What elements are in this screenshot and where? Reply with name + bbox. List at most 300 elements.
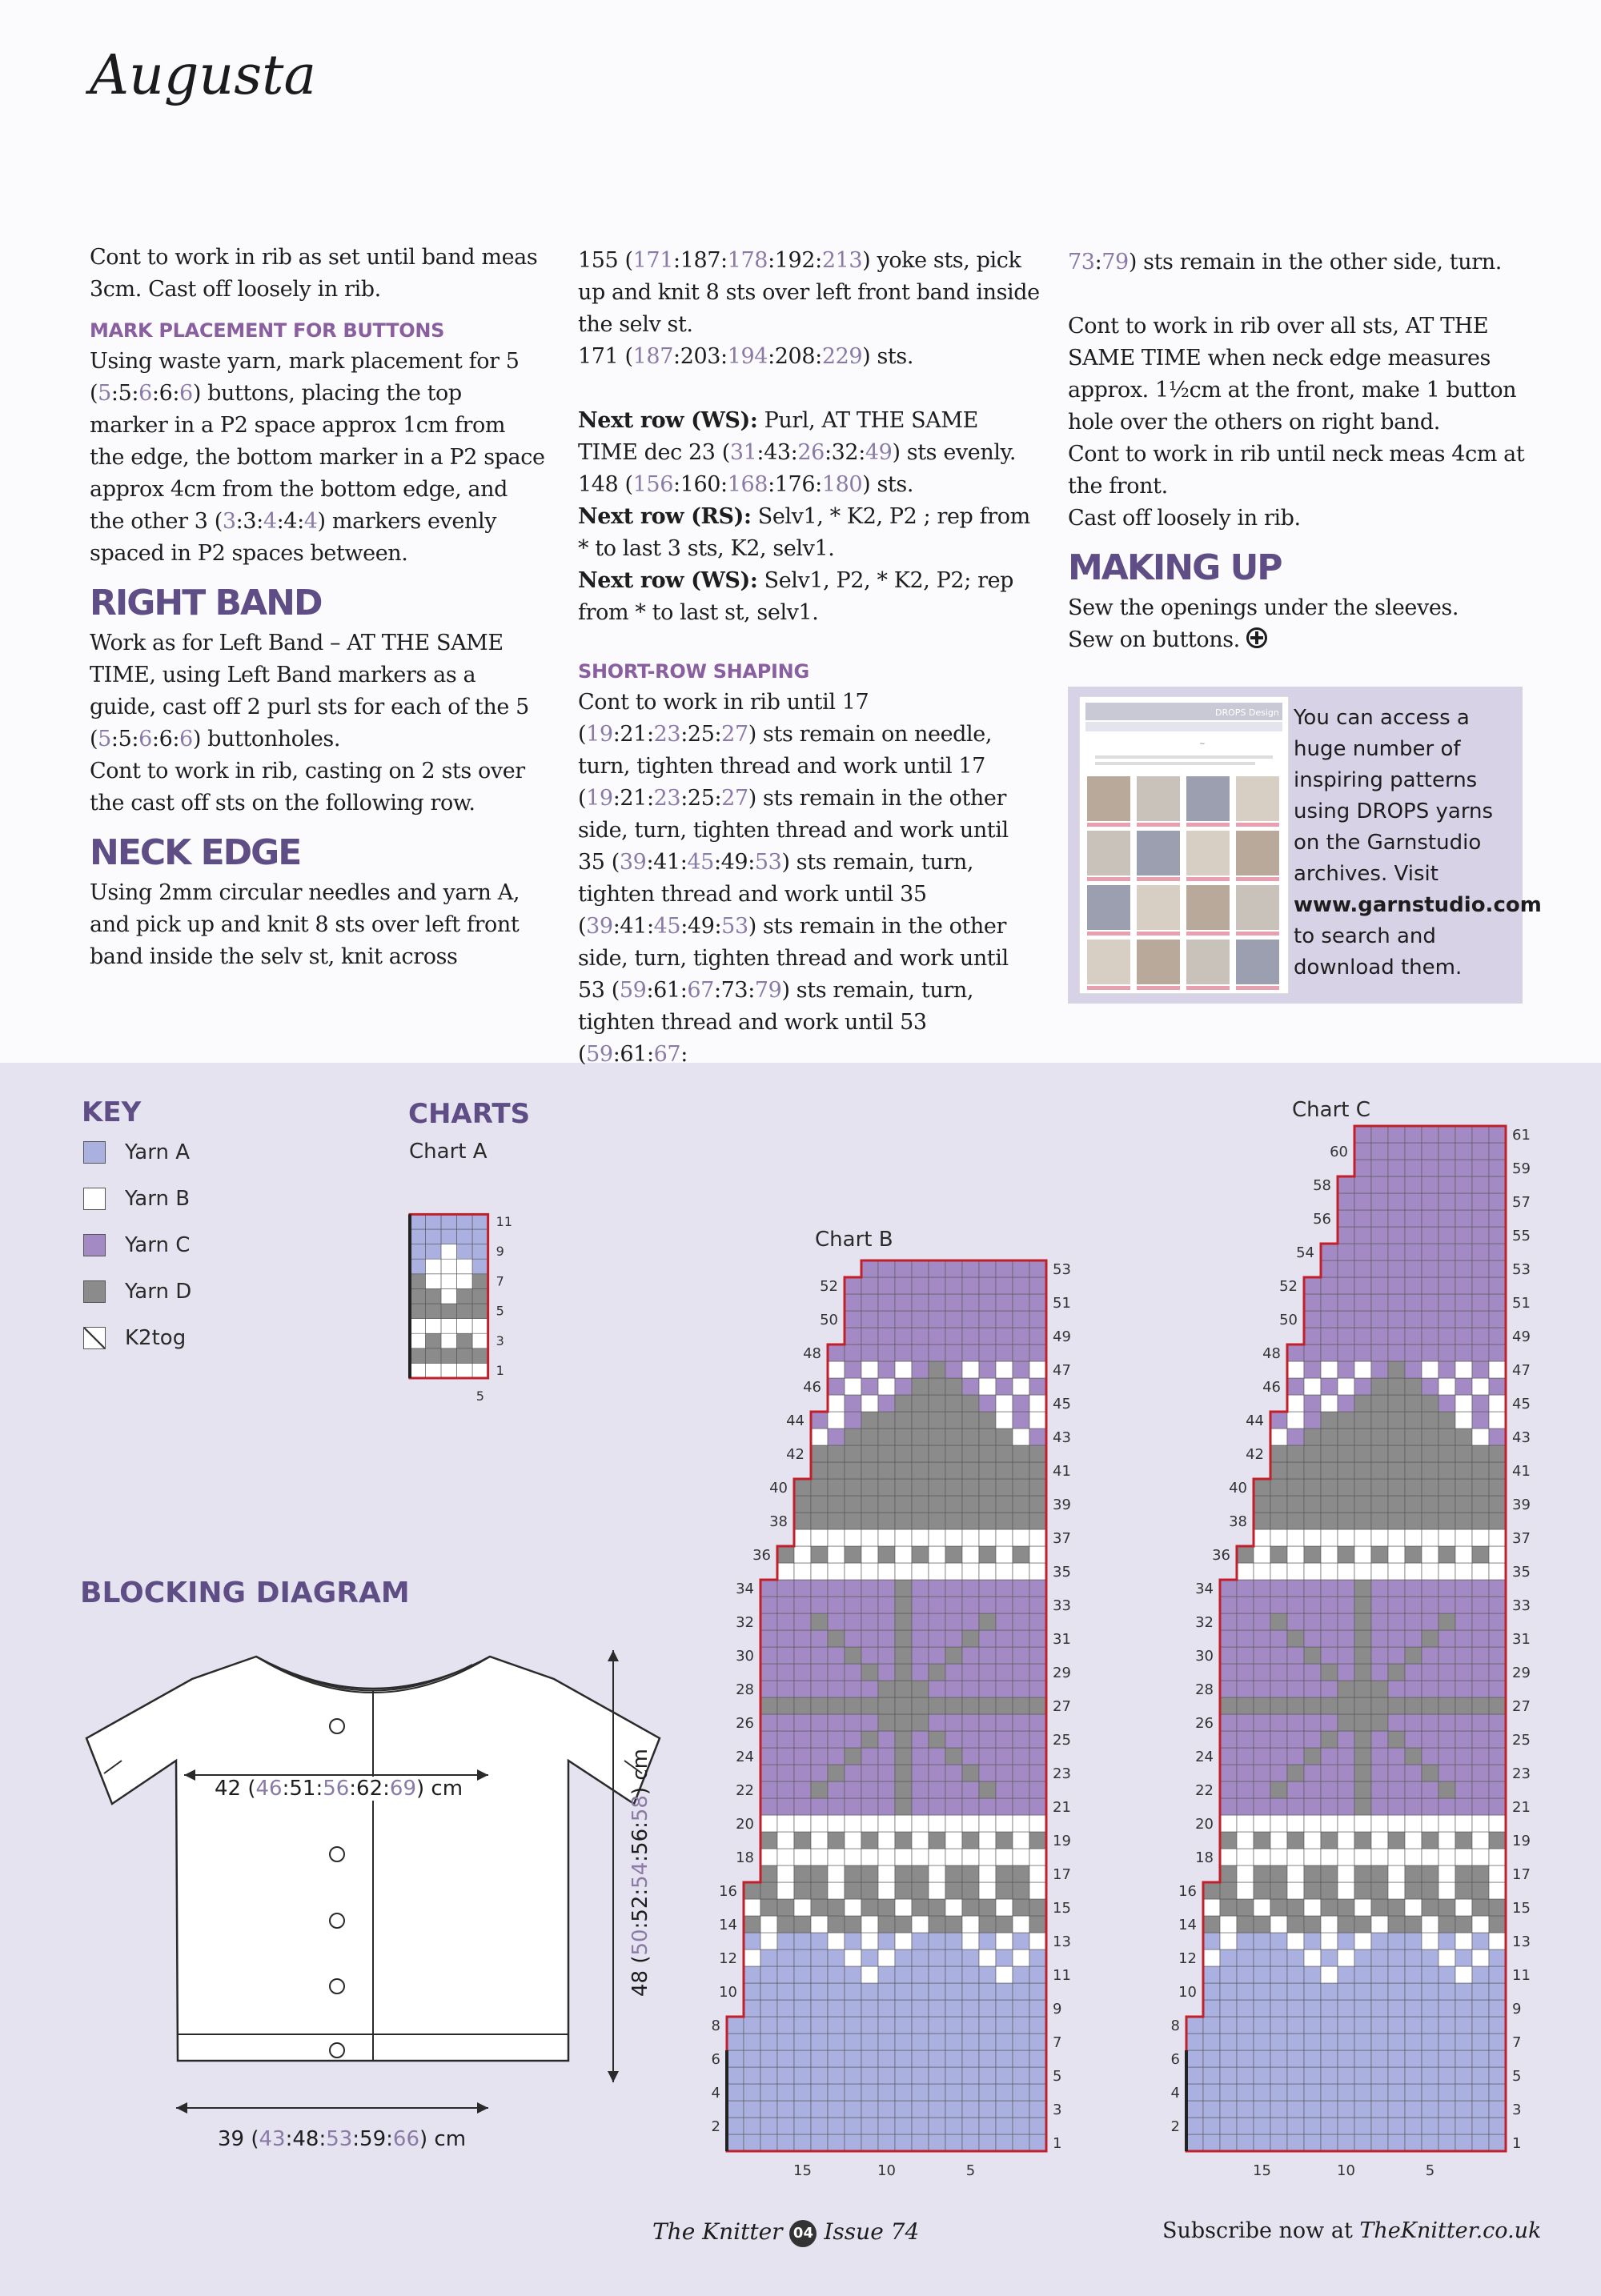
chart-cell — [1472, 2050, 1489, 2067]
chart-cell — [996, 1916, 1013, 1933]
chart-cell — [472, 1259, 488, 1274]
chart-cell — [1371, 1344, 1388, 1361]
chart-cell — [1405, 2134, 1422, 2151]
chart-cell — [1338, 1748, 1354, 1765]
chart-cell — [1489, 1210, 1506, 1227]
chart-cell — [1270, 1731, 1287, 1748]
chart-cell — [1489, 1849, 1506, 1865]
chart-cell — [1354, 1765, 1371, 1781]
paragraph-short-row: Cont to work in rib until 17 (19:21:23:25:27) sts remain on needle, turn, tighten thread and work until 17 (19:21:23:25:27) sts remain in the other side, turn, tighten thread and work until 35 (39:41:45:49:53) sts remain, turn, tighten thread and work until 35 (39:41:45:49:53) sts remain in the other side, turn, tighten thread and work until 53 (59:61:67:73:79) sts remain, turn, tighten thread and work until 53 (59:61:67: — [578, 690, 1009, 1067]
column-number: 15 — [1253, 2162, 1271, 2179]
row-number: 25 — [1512, 1731, 1531, 1749]
chart-cell — [1438, 1697, 1455, 1714]
info-url[interactable]: www.garnstudio.com — [1294, 893, 1542, 917]
chart-cell — [1354, 1546, 1371, 1563]
chart-cell — [979, 1395, 996, 1412]
chart-cell — [979, 1496, 996, 1513]
chart-cell — [1321, 1765, 1338, 1781]
chart-cell — [1013, 1697, 1029, 1714]
row-number: 51 — [1512, 1294, 1531, 1312]
chart-cell — [861, 1361, 878, 1378]
chart-cell — [811, 1428, 828, 1445]
chart-cell — [1472, 1664, 1489, 1681]
chart-cell — [1388, 1227, 1405, 1244]
chart-cell — [878, 2118, 895, 2134]
chart-cell — [878, 2017, 895, 2034]
chart-cell — [1405, 2084, 1422, 2101]
chart-cell — [962, 1344, 979, 1361]
chart-cell — [1304, 2084, 1321, 2101]
chart-cell — [1321, 1798, 1338, 1815]
chart-cell — [828, 1815, 845, 1832]
chart-cell — [794, 1983, 811, 2000]
chart-cell — [1371, 2034, 1388, 2050]
chart-cell — [962, 1882, 979, 1899]
row-number: 60 — [1330, 1143, 1348, 1160]
chart-cell — [1455, 1765, 1472, 1781]
chart-cell — [1455, 1664, 1472, 1681]
row-number: 48 — [1262, 1344, 1281, 1362]
chart-cell — [811, 1949, 828, 1966]
chart-cell — [1438, 2084, 1455, 2101]
chart-cell — [878, 1832, 895, 1849]
chart-cell — [794, 1647, 811, 1664]
chart-cell — [945, 1479, 962, 1496]
chart-cell — [945, 1513, 962, 1529]
chart-cell — [1422, 1865, 1438, 1882]
row-number: 18 — [1195, 1849, 1214, 1866]
chart-cell — [1489, 1143, 1506, 1160]
chart-cell — [1489, 1462, 1506, 1479]
chart-cell — [1321, 1781, 1338, 1798]
pattern-thumbnail — [1087, 885, 1130, 930]
chart-cell — [962, 1815, 979, 1832]
chart-cell — [1371, 1277, 1388, 1294]
blocking-diagram-title: BLOCKING DIAGRAM — [80, 1577, 410, 1609]
chart-cell — [929, 1378, 945, 1395]
chart-cell — [1013, 1462, 1029, 1479]
chart-cell — [811, 1613, 828, 1630]
chart-cell — [1388, 1428, 1405, 1445]
chart-cell — [1422, 1630, 1438, 1647]
chart-cell — [828, 1412, 845, 1428]
chart-cell — [1029, 1294, 1046, 1311]
chart-cell — [1287, 1966, 1304, 1983]
chart-cell — [945, 1613, 962, 1630]
chart-cell — [1472, 1613, 1489, 1630]
chart-cell — [962, 1513, 979, 1529]
chart-cell — [1237, 2101, 1254, 2118]
chart-cell — [1029, 2084, 1046, 2101]
chart-cell — [878, 1328, 895, 1344]
chart-cell — [1472, 2034, 1489, 2050]
chart-cell — [1354, 1277, 1371, 1294]
chart-cell — [996, 1361, 1013, 1378]
chart-cell — [1354, 1714, 1371, 1731]
chart-cell — [1270, 1681, 1287, 1697]
chart-cell — [1270, 1428, 1287, 1445]
chart-cell — [1270, 1664, 1287, 1681]
chart-cell — [1388, 1882, 1405, 1899]
chart-cell — [1422, 1412, 1438, 1428]
chart-cell — [929, 2101, 945, 2118]
chart-cell — [1405, 1378, 1422, 1395]
chart-cell — [1354, 1428, 1371, 1445]
chart-cell — [1304, 1361, 1321, 1378]
row-number: 53 — [1053, 1260, 1071, 1278]
chart-cell — [1220, 1765, 1237, 1781]
chart-cell — [912, 1916, 929, 1933]
chart-cell — [1321, 1597, 1338, 1613]
chart-cell — [1422, 2084, 1438, 2101]
chart-cell — [929, 2118, 945, 2134]
chart-cell — [1405, 1714, 1422, 1731]
chart-cell — [1354, 1344, 1371, 1361]
chart-cell — [1287, 1865, 1304, 1882]
chart-cell — [828, 1681, 845, 1697]
chart-cell — [1388, 1815, 1405, 1832]
chart-cell — [777, 2034, 794, 2050]
chart-cell — [1338, 1428, 1354, 1445]
chart-cell — [1270, 1714, 1287, 1731]
chart-cell — [828, 1513, 845, 1529]
chart-cell — [1270, 1815, 1287, 1832]
chart-cell — [794, 1563, 811, 1580]
chart-cell — [1438, 1949, 1455, 1966]
chart-cell — [1237, 1714, 1254, 1731]
chart-cell — [1304, 1697, 1321, 1714]
chart-cell — [912, 1681, 929, 1697]
chart-cell — [811, 2101, 828, 2118]
row-number: 26 — [736, 1714, 754, 1732]
chart-cell — [1270, 1496, 1287, 1513]
chart-cell — [1388, 1513, 1405, 1529]
pattern-thumbnail — [1137, 885, 1180, 930]
row-number: 16 — [719, 1882, 737, 1900]
chart-cell — [945, 1714, 962, 1731]
chart-cell — [1405, 1849, 1422, 1865]
chart-cell — [1472, 1949, 1489, 1966]
row-number: 46 — [1262, 1378, 1281, 1396]
chart-cell — [1203, 2067, 1220, 2084]
chart-cell — [962, 2034, 979, 2050]
row-number: 10 — [1178, 1983, 1197, 2001]
chart-cell — [945, 1630, 962, 1647]
chart-cell — [1438, 1328, 1455, 1344]
chart-cell — [1029, 1815, 1046, 1832]
chart-cell — [811, 1781, 828, 1798]
column-number: 5 — [1425, 2162, 1435, 2179]
chart-cell — [962, 1613, 979, 1630]
chart-cell — [1422, 1815, 1438, 1832]
chart-cell — [1321, 1361, 1338, 1378]
chart-cell — [1388, 2000, 1405, 2017]
chart-cell — [1203, 2034, 1220, 2050]
pattern-thumbnail — [1087, 831, 1130, 876]
chart-cell — [1405, 1462, 1422, 1479]
chart-cell — [1489, 1781, 1506, 1798]
chart-cell — [828, 1647, 845, 1664]
chart-cell — [845, 1597, 861, 1613]
chart-cell — [996, 1529, 1013, 1546]
chart-cell — [912, 1580, 929, 1597]
chart-cell — [1438, 1143, 1455, 1160]
chart-cell — [878, 2134, 895, 2151]
chart-cell — [1405, 1529, 1422, 1546]
chart-cell — [1455, 1361, 1472, 1378]
chart-cell — [861, 1428, 878, 1445]
chart-a-label: Chart A — [409, 1140, 488, 1164]
chart-cell — [861, 1563, 878, 1580]
chart-cell — [929, 1344, 945, 1361]
chart-cell — [1489, 1160, 1506, 1176]
chart-cell — [426, 1319, 442, 1334]
chart-cell — [1455, 1445, 1472, 1462]
chart-cell — [760, 1597, 777, 1613]
chart-cell — [996, 1882, 1013, 1899]
chart-cell — [1371, 1966, 1388, 1983]
chart-cell — [861, 1580, 878, 1597]
chart-cell — [1354, 1647, 1371, 1664]
chart-cell — [1405, 1899, 1422, 1916]
chart-cell — [996, 1832, 1013, 1849]
chart-cell — [945, 1412, 962, 1428]
chart-cell — [777, 1916, 794, 1933]
chart-cell — [1388, 1630, 1405, 1647]
chart-cell — [1304, 1311, 1321, 1328]
chart-cell — [1029, 1496, 1046, 1513]
chart-cell — [828, 2067, 845, 2084]
chart-cell — [1270, 1983, 1287, 2000]
chart-cell — [845, 2101, 861, 2118]
chart-cell — [1405, 1832, 1422, 1849]
chart-cell — [1388, 1294, 1405, 1311]
chart-cell — [1388, 1126, 1405, 1143]
row-number: 32 — [1195, 1613, 1214, 1631]
chart-cell — [1489, 1815, 1506, 1832]
chart-cell — [1321, 1546, 1338, 1563]
chart-cell — [1371, 1580, 1388, 1597]
chart-cell — [845, 1748, 861, 1765]
chart-cell — [945, 1260, 962, 1277]
chart-cell — [1455, 1244, 1472, 1260]
chart-cell — [1237, 1681, 1254, 1697]
chart-cell — [1455, 1277, 1472, 1294]
chart-cell — [962, 1496, 979, 1513]
chart-cell — [1220, 1580, 1237, 1597]
chart-cell — [1029, 1949, 1046, 1966]
chart-cell — [1321, 2034, 1338, 2050]
chart-cell — [895, 1395, 912, 1412]
chart-cell — [1405, 1210, 1422, 1227]
chart-cell — [1371, 1176, 1388, 1193]
chart-cell — [1489, 2034, 1506, 2050]
chart-cell — [1354, 1983, 1371, 2000]
row-number: 51 — [1053, 1294, 1071, 1312]
chart-cell — [777, 1765, 794, 1781]
chart-cell — [996, 1849, 1013, 1865]
chart-cell — [979, 1731, 996, 1748]
chart-cell — [1254, 1832, 1270, 1849]
chart-cell — [945, 1344, 962, 1361]
row-number: 19 — [1512, 1832, 1531, 1849]
chart-cell — [811, 1765, 828, 1781]
chart-cell — [1254, 2034, 1270, 2050]
chart-cell — [1270, 1529, 1287, 1546]
chart-cell — [777, 1731, 794, 1748]
chart-cell — [861, 1513, 878, 1529]
chart-cell — [811, 1681, 828, 1697]
chart-cell — [1354, 1748, 1371, 1765]
chart-cell — [1013, 1513, 1029, 1529]
footer-magazine: The Knitter 04 Issue 74 — [652, 2218, 919, 2247]
chart-cell — [878, 1445, 895, 1462]
subscribe-link[interactable]: TheKnitter.co.uk — [1359, 2218, 1542, 2243]
chart-cell — [1013, 1496, 1029, 1513]
chart-cell — [1029, 1529, 1046, 1546]
chart-cell — [1029, 1765, 1046, 1781]
chart-cell — [1013, 1664, 1029, 1681]
chart-cell — [1371, 1748, 1388, 1765]
chart-cell — [996, 1563, 1013, 1580]
chart-cell — [962, 2050, 979, 2067]
chart-cell — [1338, 1277, 1354, 1294]
chart-cell — [1455, 1630, 1472, 1647]
chart-cell — [1338, 1765, 1354, 1781]
chart-cell — [878, 2034, 895, 2050]
chart-cell — [945, 1697, 962, 1714]
chart-cell — [1472, 1580, 1489, 1597]
chart-cell — [1455, 1210, 1472, 1227]
chart-cell — [1354, 2134, 1371, 2151]
chart-cell — [1237, 1781, 1254, 1798]
chart-cell — [912, 1983, 929, 2000]
row-number: 33 — [1053, 1597, 1071, 1614]
chart-cell — [1270, 1546, 1287, 1563]
chart-cell — [1338, 1563, 1354, 1580]
chart-cell — [1220, 1613, 1237, 1630]
chart-cell — [1013, 1765, 1029, 1781]
chart-cell — [472, 1304, 488, 1319]
chart-cell — [962, 1361, 979, 1378]
chart-cell — [472, 1229, 488, 1244]
chart-cell — [878, 1462, 895, 1479]
chart-cell — [1422, 1395, 1438, 1412]
chart-cell — [1029, 1580, 1046, 1597]
chart-cell — [1321, 1513, 1338, 1529]
row-number: 3 — [1053, 2101, 1062, 2118]
chart-cell — [1304, 2067, 1321, 2084]
chart-cell — [1203, 1916, 1220, 1933]
chart-cell — [1388, 1479, 1405, 1496]
chart-cell — [1472, 1983, 1489, 2000]
chart-cell — [912, 1966, 929, 1983]
chart-cell — [1237, 1966, 1254, 1983]
chart-cell — [1220, 2017, 1237, 2034]
chart-cell — [794, 1731, 811, 1748]
chart-cell — [1287, 1949, 1304, 1966]
chart-cell — [811, 1697, 828, 1714]
chart-cell — [912, 1513, 929, 1529]
chart-cell — [1472, 1294, 1489, 1311]
chart-cell — [845, 1815, 861, 1832]
chart-cell — [1388, 1899, 1405, 1916]
row-number: 37 — [1053, 1529, 1071, 1547]
chart-cell — [845, 2067, 861, 2084]
subheading-mark-buttons: MARK PLACEMENT FOR BUTTONS — [90, 319, 445, 342]
chart-cell — [1489, 1126, 1506, 1143]
chart-cell — [1321, 1294, 1338, 1311]
chart-cell — [861, 1966, 878, 1983]
chart-cell — [895, 1899, 912, 1916]
chart-cell — [1438, 1714, 1455, 1731]
chart-cell — [845, 1832, 861, 1849]
chart-cell — [845, 2118, 861, 2134]
chart-cell — [1472, 1630, 1489, 1647]
chart-cell — [1013, 1580, 1029, 1597]
chart-cell — [878, 1916, 895, 1933]
chart-cell — [845, 1294, 861, 1311]
chart-cell — [1029, 2134, 1046, 2151]
chart-cell — [1013, 1832, 1029, 1849]
chart-cell — [1388, 1395, 1405, 1412]
chart-cell — [1489, 1613, 1506, 1630]
chart-cell — [895, 1966, 912, 1983]
chart-cell — [1321, 1681, 1338, 1697]
chart-cell — [962, 1260, 979, 1277]
chart-cell — [777, 1781, 794, 1798]
chart-cell — [979, 1849, 996, 1865]
chart-cell — [1371, 1597, 1388, 1613]
chart-cell — [1029, 1933, 1046, 1949]
chart-cell — [845, 1529, 861, 1546]
chart-cell — [1237, 1765, 1254, 1781]
chart-cell — [1472, 1244, 1489, 1260]
chart-cell — [945, 2101, 962, 2118]
chart-cell — [794, 2134, 811, 2151]
chart-cell — [1388, 1613, 1405, 1630]
chart-cell — [1321, 1714, 1338, 1731]
chart-cell — [929, 2050, 945, 2067]
chart-cell — [1220, 2101, 1237, 2118]
chart-cell — [1237, 2134, 1254, 2151]
chart-cell — [929, 1260, 945, 1277]
chart-cell — [996, 1748, 1013, 1765]
chart-cell — [996, 1597, 1013, 1613]
chart-cell — [1029, 1597, 1046, 1613]
chart-cell — [1388, 2034, 1405, 2050]
chart-cell — [1472, 1597, 1489, 1613]
chart-cell — [1405, 1865, 1422, 1882]
chart-cell — [1237, 1664, 1254, 1681]
chart-cell — [1405, 1630, 1422, 1647]
chart-cell — [1438, 1765, 1455, 1781]
row-number: 27 — [1512, 1697, 1531, 1715]
chart-cell — [1254, 1613, 1270, 1630]
chart-cell — [1029, 1563, 1046, 1580]
chart-cell — [1472, 1210, 1489, 1227]
chart-cell — [1422, 2000, 1438, 2017]
chart-cell — [979, 1630, 996, 1647]
chart-cell — [794, 2118, 811, 2134]
chart-c-label: Chart C — [1292, 1098, 1370, 1122]
chart-cell — [912, 1714, 929, 1731]
chart-cell — [1321, 2050, 1338, 2067]
button-circle — [330, 1913, 344, 1928]
chart-cell — [979, 1832, 996, 1849]
chart-cell — [845, 1361, 861, 1378]
chart-cell — [1405, 1580, 1422, 1597]
